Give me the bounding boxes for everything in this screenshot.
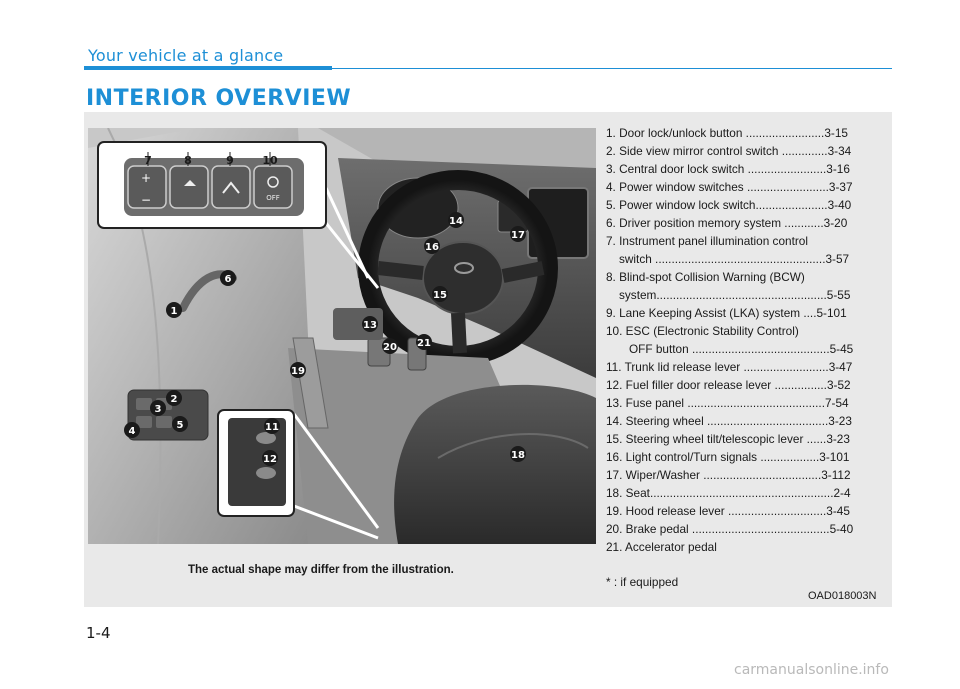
svg-text:5: 5: [176, 420, 184, 431]
callout-9: [226, 154, 234, 167]
svg-text:21: 21: [417, 338, 431, 349]
svg-text:12: 12: [263, 454, 277, 465]
header-rule-thin: [332, 68, 892, 69]
legend-item: 7. Instrument panel illumination control switch ....................................................3-57: [606, 234, 850, 266]
legend-item: 10. ESC (Electronic Stability Control) OFF button ..........................................5-45: [606, 324, 854, 356]
legend-item: 11. Trunk lid release lever ..........................3-47: [606, 360, 853, 374]
svg-text:16: 16: [425, 242, 439, 253]
legend-item: 17. Wiper/Washer ....................................3-112: [606, 468, 851, 482]
switch-off-label: OFF: [266, 194, 280, 202]
legend-item: 14. Steering wheel .....................................3-23: [606, 414, 852, 428]
legend-item: 1. Door lock/unlock button ........................3-15: [606, 126, 848, 140]
legend-item: 12. Fuel filler door release lever ................3-52: [606, 378, 851, 392]
svg-text:7: 7: [144, 154, 152, 167]
svg-text:10: 10: [262, 154, 278, 167]
svg-text:20: 20: [383, 342, 397, 353]
legend-list: [606, 124, 866, 556]
callout-20: [382, 338, 398, 354]
callout-5: [172, 416, 188, 432]
svg-text:−: −: [140, 193, 152, 207]
interior-illustration: [88, 128, 596, 544]
legend-item: 9. Lane Keeping Assist (LKA) system ....5-101: [606, 306, 847, 320]
callout-16: [424, 238, 440, 254]
svg-text:3: 3: [154, 404, 162, 415]
legend-item: 19. Hood release lever ..............................3-45: [606, 504, 850, 518]
svg-text:13: 13: [363, 320, 377, 331]
callout-3: [150, 400, 166, 416]
svg-text:15: 15: [433, 290, 447, 301]
svg-text:11: 11: [265, 422, 279, 433]
svg-text:17: 17: [511, 230, 525, 241]
legend-item: 3. Central door lock switch ........................3-16: [606, 162, 850, 176]
svg-text:1: 1: [170, 306, 178, 317]
svg-text:9: 9: [226, 154, 234, 167]
callout-11: [264, 418, 280, 434]
callout-10: [262, 154, 278, 167]
callout-15: [432, 286, 448, 302]
watermark-link[interactable]: carmanualsonline.info: [734, 662, 889, 678]
section-header: Your vehicle at a glance: [88, 46, 284, 65]
legend-item: 8. Blind-spot Collision Warning (BCW) system....................................................5-55: [606, 270, 851, 302]
callout-6: [220, 270, 236, 286]
svg-text:18: 18: [511, 450, 525, 461]
callout-14: [448, 212, 464, 228]
legend-item: 21. Accelerator pedal: [606, 540, 717, 554]
footnote: * : if equipped: [606, 575, 679, 589]
callout-17: [510, 226, 526, 242]
header-rule-thick: [84, 66, 332, 70]
callout-7: [144, 154, 152, 167]
callout-18: [510, 446, 526, 462]
legend-item: 5. Power window lock switch......................3-40: [606, 198, 852, 212]
legend-item: 15. Steering wheel tilt/telescopic lever ......3-23: [606, 432, 850, 446]
callout-2: [166, 390, 182, 406]
callout-8: [184, 154, 192, 167]
callout-19: [290, 362, 306, 378]
callout-4: [124, 422, 140, 438]
svg-text:4: 4: [128, 426, 136, 437]
svg-text:19: 19: [291, 366, 305, 377]
legend-item: 4. Power window switches .........................3-37: [606, 180, 853, 194]
legend-item: 16. Light control/Turn signals ..................3-101: [606, 450, 850, 464]
callout-21: [416, 334, 432, 350]
svg-text:14: 14: [449, 216, 463, 227]
callout-13: [362, 316, 378, 332]
svg-text:6: 6: [224, 274, 232, 285]
page-number: 1-4: [86, 624, 111, 642]
illustration-caption: The actual shape may differ from the illustration.: [188, 564, 454, 576]
page-title: INTERIOR OVERVIEW: [86, 86, 352, 111]
svg-text:8: 8: [184, 154, 192, 167]
legend-item: 13. Fuse panel ..........................................7-54: [606, 396, 849, 410]
legend-item: 20. Brake pedal ..........................................5-40: [606, 522, 854, 536]
legend-item: 18. Seat........................................................2-4: [606, 486, 851, 500]
legend-item: 6. Driver position memory system ............3-20: [606, 216, 848, 230]
callout-12: [262, 450, 278, 466]
svg-text:2: 2: [170, 394, 178, 405]
legend-item: 2. Side view mirror control switch ..............3-34: [606, 144, 852, 158]
callout-1: [166, 302, 182, 318]
image-code: OAD018003N: [808, 590, 877, 602]
svg-text:+: +: [140, 171, 152, 185]
